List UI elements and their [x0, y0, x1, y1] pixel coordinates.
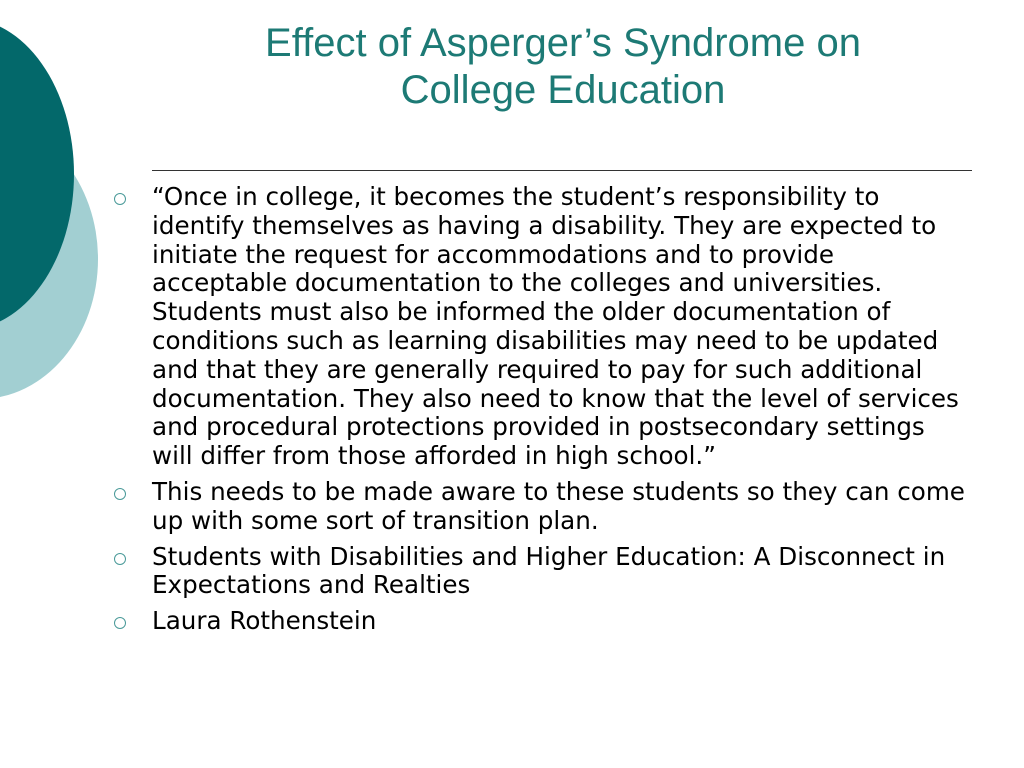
- slide-title: [150, 20, 976, 114]
- bullet-text: This needs to be made aware to these students so they can come up with some sort of transition plan.: [152, 476, 965, 535]
- bullet-list: [114, 183, 970, 643]
- bullet-text: Laura Rothenstein: [152, 606, 377, 636]
- hollow-circle-bullet-icon: [114, 553, 126, 565]
- bullet-item-author: [114, 607, 970, 636]
- slide-title-line-2: College Education: [400, 68, 726, 112]
- bullet-item-source-title: [114, 543, 970, 601]
- hollow-circle-bullet-icon: [114, 617, 126, 629]
- title-divider: [152, 170, 972, 171]
- bullet-text: Students with Disabilities and Higher Education: A Disconnect in Expectations and Realties: [152, 541, 946, 600]
- bullet-text: “Once in college, it becomes the student’s responsibility to identify themselves as having a disability. They are expected to initiate the request for accommodations and to provide acceptable documentation to the colleges and universities. Students must also be informed the older documentation of conditions such as learning disabilities may need to be updated and that they are generally required to pay for such additional documentation. They also need to know that the level of services and procedural protections provided in postsecondary settings will differ from those afforded in high school.”: [152, 182, 959, 471]
- slide-title-line-1: Effect of Asperger’s Syndrome on: [265, 21, 861, 65]
- hollow-circle-bullet-icon: [114, 488, 126, 500]
- hollow-circle-bullet-icon: [114, 193, 126, 205]
- bullet-item-transition: [114, 478, 970, 536]
- bullet-item-quote: [114, 183, 970, 471]
